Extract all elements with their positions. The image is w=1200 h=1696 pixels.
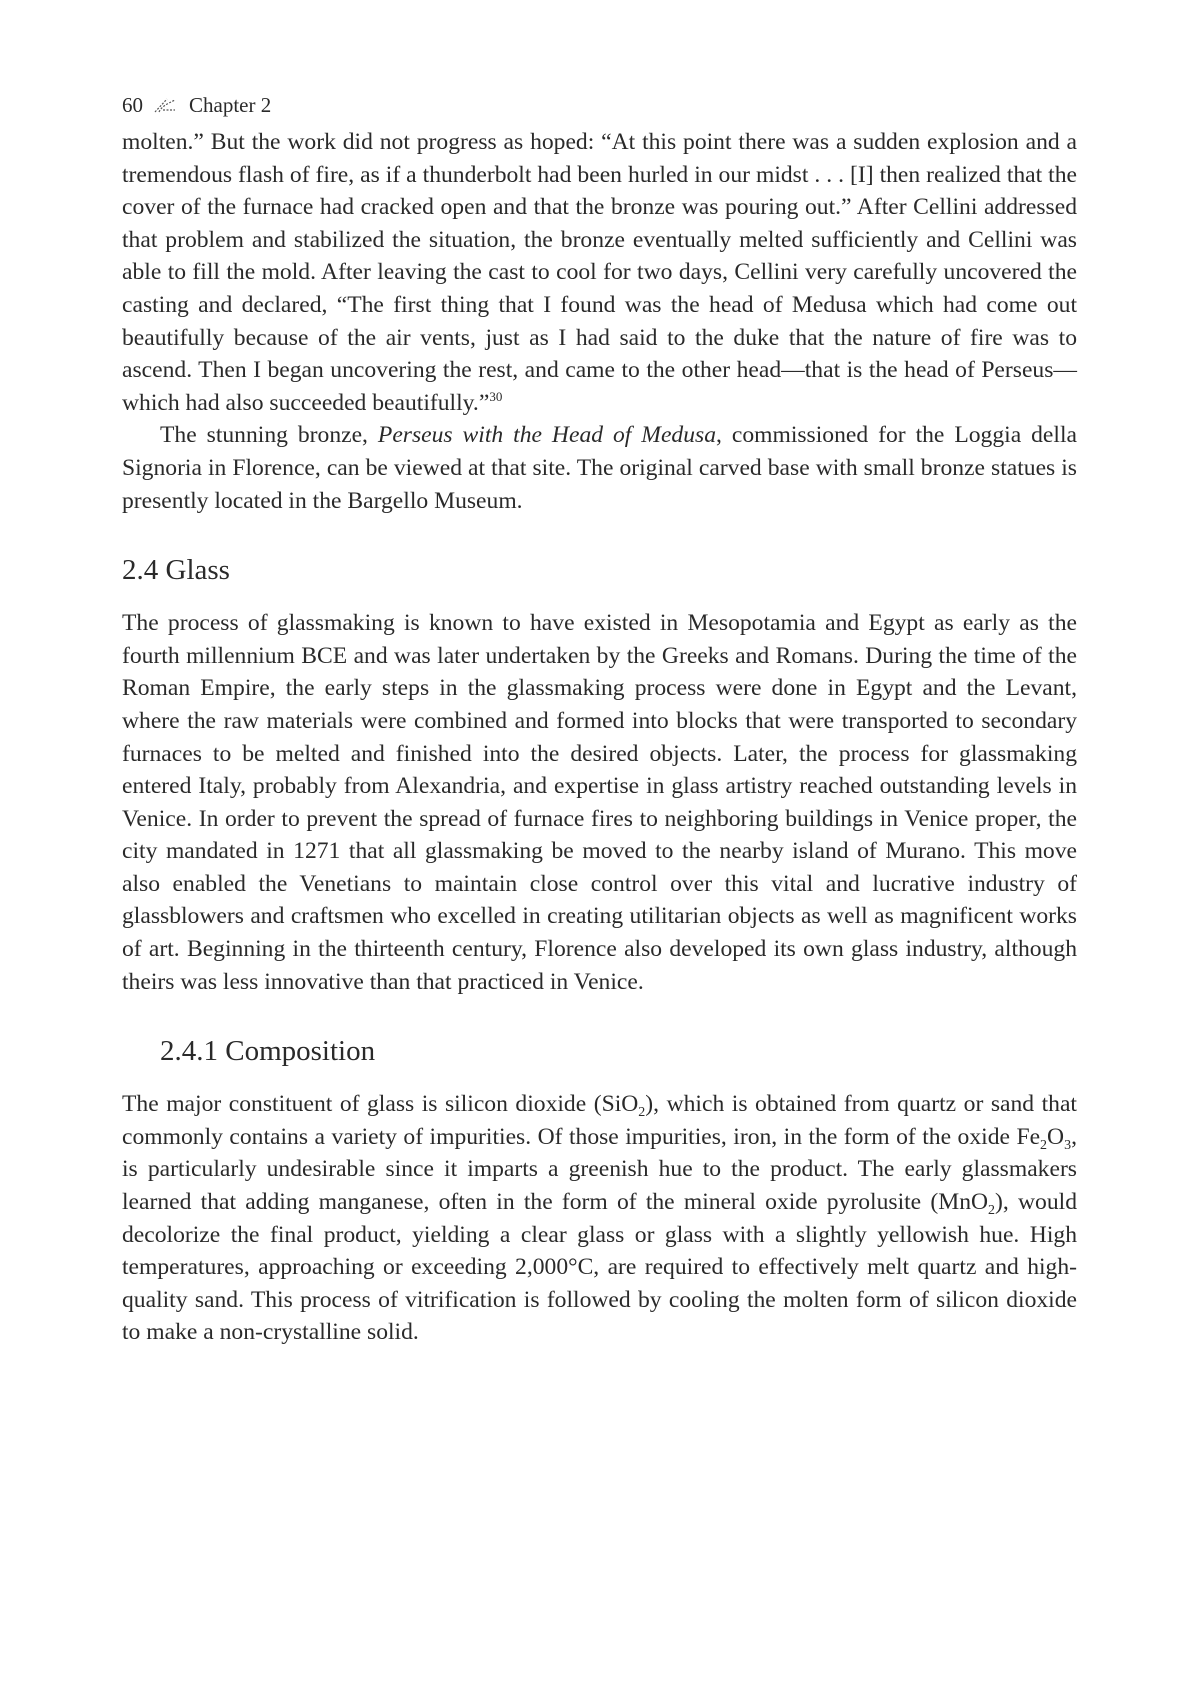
footnote-reference: 30 <box>489 388 503 404</box>
page-number: 60 <box>122 93 143 117</box>
paragraph-text: , commissioned for the Loggia della Signoria in Florence, can be viewed at that site. The original carved base with small bronze statues is presently located in the Bargello Museum. <box>122 422 1077 514</box>
paragraph-text: The major constituent of glass is silicon dioxide (SiO <box>122 1091 639 1118</box>
paragraph-glass-history: The process of glassmaking is known to have existed in Mesopotamia and Egypt as early as the fourth millennium BCE and was later undertaken by the Greeks and Romans. During the time of the Roman Empire, the early steps in the glassmaking process were done in Egypt and the Levant, where the raw materials were combined and formed into blocks that were transported to secondary furnaces to be melted and finished into the desired objects. Later, the process for glassmaking entered Italy, probably from Alexandria, and expertise in glass artistry reached outstanding levels in Venice. In order to prevent the spread of furnace fires to neighboring buildings in Venice proper, the city mandated in 1271 that all glassmaking be moved to the nearby island of Murano. This move also enabled the Venetians to maintain close control over this vital and lucrative industry of glassblowers and craftsmen who excelled in creating utilitarian objects as well as magnificent works of art. Beginning in the thirteenth century, Florence also developed its own glass industry, although theirs was less innovative than that practiced in Venice. <box>122 610 1077 995</box>
subscript: 3 <box>1064 1137 1072 1153</box>
paragraph-text: ), which is obtained from quartz or sand that commonly contains a variety of impurities. Of those impurities, iron, in the form of the oxide Fe <box>122 1091 1077 1150</box>
paragraph-text: , is particularly undesirable since it imparts a greenish hue to the product. The early glassmakers learned that adding manganese, often in the form of the mineral oxide pyrolusite (MnO <box>122 1123 1077 1216</box>
artwork-title: Perseus with the Head of Medusa <box>377 422 716 449</box>
subsection-heading-composition: 2.4.1 Composition <box>160 1035 376 1068</box>
paragraph-text: ), would decolorize the final product, yielding a clear glass or glass with a slightly yellowish hue. High temperatures, approaching or exceeding 2,000°C, are required to effectively melt quartz and high-quality sand. This process of vitrification is followed by cooling the molten form of silicon dioxide to make a non-crystalline solid. <box>122 1189 1078 1346</box>
subscript: 2 <box>988 1203 996 1219</box>
chapter-label: Chapter 2 <box>189 93 272 117</box>
paragraph-text: O <box>1047 1123 1065 1150</box>
paragraph-perseus <box>122 419 1077 517</box>
running-head <box>122 92 1077 118</box>
paragraph-cellini <box>122 126 1077 419</box>
paragraph-text: molten.” But the work did not progress as hoped: “At this point there was a sudden explosion and a tremendous flash of fire, as if a thunderbolt had been hurled in our midst . . . [I] then realized that the cover of the furnace had cracked open and that the bronze was pouring out.” After Cellini addressed that problem and stabilized the situation, the bronze eventually melted sufficiently and Cellini was able to fill the mold. After leaving the cast to cool for two days, Cellini very carefully uncovered the casting and declared, “The first thing that I found was the head of Medusa which had come out beautifully because of the air vents, just as I had said to the duke that the nature of fire was to ascend. Then I began uncovering the rest, and came to the other head—that is the head of Perseus—which had also succeeded beautifully.” <box>122 129 1077 416</box>
paragraph-text: The stunning bronze, <box>160 422 378 449</box>
leaf-ornament-icon <box>153 96 179 114</box>
book-page <box>122 92 1077 1349</box>
paragraph-composition <box>122 1088 1077 1349</box>
section-heading-glass: 2.4 Glass <box>122 554 230 587</box>
subscript: 2 <box>1040 1137 1048 1153</box>
subscript: 2 <box>638 1105 646 1121</box>
